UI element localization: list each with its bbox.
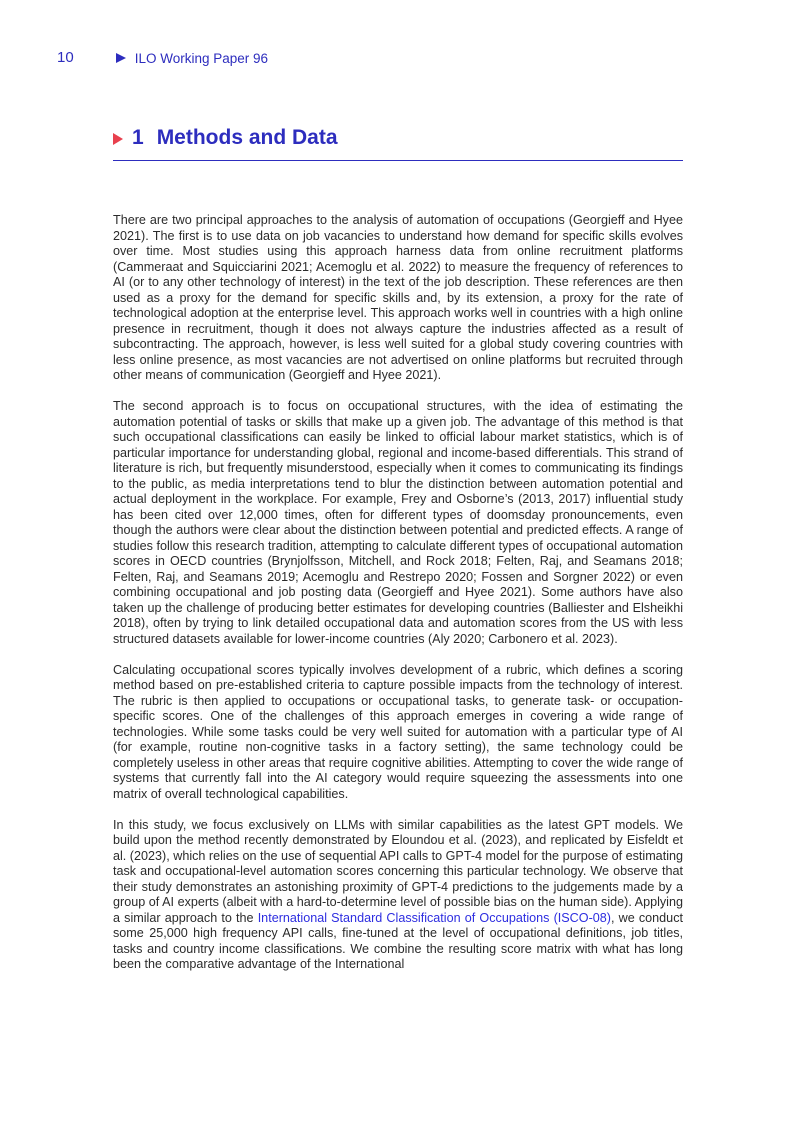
- header-title: ILO Working Paper 96: [134, 50, 269, 66]
- paragraph: Calculating occupational scores typically involves development of a rubric, which defines a scoring method based on pre-established criteria to capture possible impacts from the technology of interest. The rubric is then applied to occupations or occupational tasks, to generate task- or occupation-specific scores. One of the challenges of this approach emerges in covering a wide range of technologies. While some tasks could be very well suited for automation with a particular type of AI (for example, routine non-cognitive tasks in a factory setting), the same technology could be completely useless in other areas that require cognitive abilities. Attempting to cover the wide range of systems that currently fall into the AI category would require squeezing the assessments into one matrix of overall technological capabilities.: [113, 662, 683, 801]
- paragraph: [113, 818, 683, 973]
- running-header: [57, 49, 268, 67]
- section-heading: [113, 125, 683, 161]
- section-title: Methods and Data: [156, 126, 338, 149]
- body-text: [113, 213, 683, 988]
- paragraph: The second approach is to focus on occupational structures, with the idea of estimating the automation potential of tasks or skills that make up a given job. The advantage of this method is that such occupational classifications can easily be linked to official labour market statistics, which is of particular importance for understanding global, regional and income-based differentials. This strand of literature is rich, but frequently misunderstood, especially when it comes to communicating its findings to the public, as media interpretations tend to blur the distinction between automation potential and actual deployment in the workplace. For example, Frey and Osborne’s (2013, 2017) influential study has been cited over 12,000 times, often for different types of doomsday pronouncements, even though the authors were clear about the distinction between potential and predicted effects. A range of studies follow this research tradition, attempting to calculate different types of occupational automation scores in OECD countries (Brynjolfsson, Mitchell, and Rock 2018; Felten, Raj, and Seamans 2018; Felten, Raj, and Seamans 2019; Acemoglu and Restrepo 2020; Fossen and Sorgner 2022) or even combining occupational and job posting data (Georgieff and Hyee 2021). Some authors have also taken up the challenge of producing better estimates for developing countries (Balliester and Elsheikhi 2018), often by trying to link detailed occupational data and automation scores from the US with less structured datasets available for lower-income countries (Aly 2020; Carbonero et al. 2023).: [113, 399, 683, 646]
- paragraph-text: In this study, we focus exclusively on LLMs with similar capabilities as the latest GPT models. We build upon the method recently demonstrated by Eloundou et al. (2023), and replicated by Eisfeldt et al. (2023), which relies on the use of sequential API calls to GPT-4 model for the purpose of estimating task and occupational-level automation scores concerning this particular technology. We observe that their study demonstrates an astonishing proximity of GPT-4 predictions to the judgements made by a group of AI experts (albeit with a hard-to-determine level of possible bias on the human side). Applying a similar approach to the: [113, 817, 683, 925]
- paragraph: There are two principal approaches to the analysis of automation of occupations (Georgieff and Hyee 2021). The first is to use data on job vacancies to understand how demand for specific skills evolves over time. Most studies using this approach harness data from online recruitment platforms (Cammeraat and Squicciarini 2021; Acemoglu et al. 2022) to measure the frequency of references to AI (or to any other technology of interest) in the text of the job description. These references are then used as a proxy for the demand for specific skills and, by its extension, a proxy for the rate of technological adoption at the enterprise level. This approach works well in countries with a high online presence in recruitment, though it does not always capture the industries affected as a result of subcontracting. The approach, however, is less well suited for a global study covering countries with less online presence, as most vacancies are not advertised on online platforms but recruited through other means of communication (Georgieff and Hyee 2021).: [113, 213, 683, 382]
- section-number: 1: [132, 126, 144, 149]
- arrow-right-icon: [113, 133, 123, 145]
- paragraph-text: , we conduct some 25,000 high frequency API calls, fine-tuned at the level of occupational definitions, job titles, tasks and country income classifications. We combine the resulting score matrix with what has long been the comparative advantage of the International: [113, 910, 683, 971]
- page-number: 10: [57, 49, 74, 66]
- arrow-right-icon: [116, 53, 126, 63]
- isco-08-link[interactable]: International Standard Classification of Occupations (ISCO-08): [257, 910, 611, 925]
